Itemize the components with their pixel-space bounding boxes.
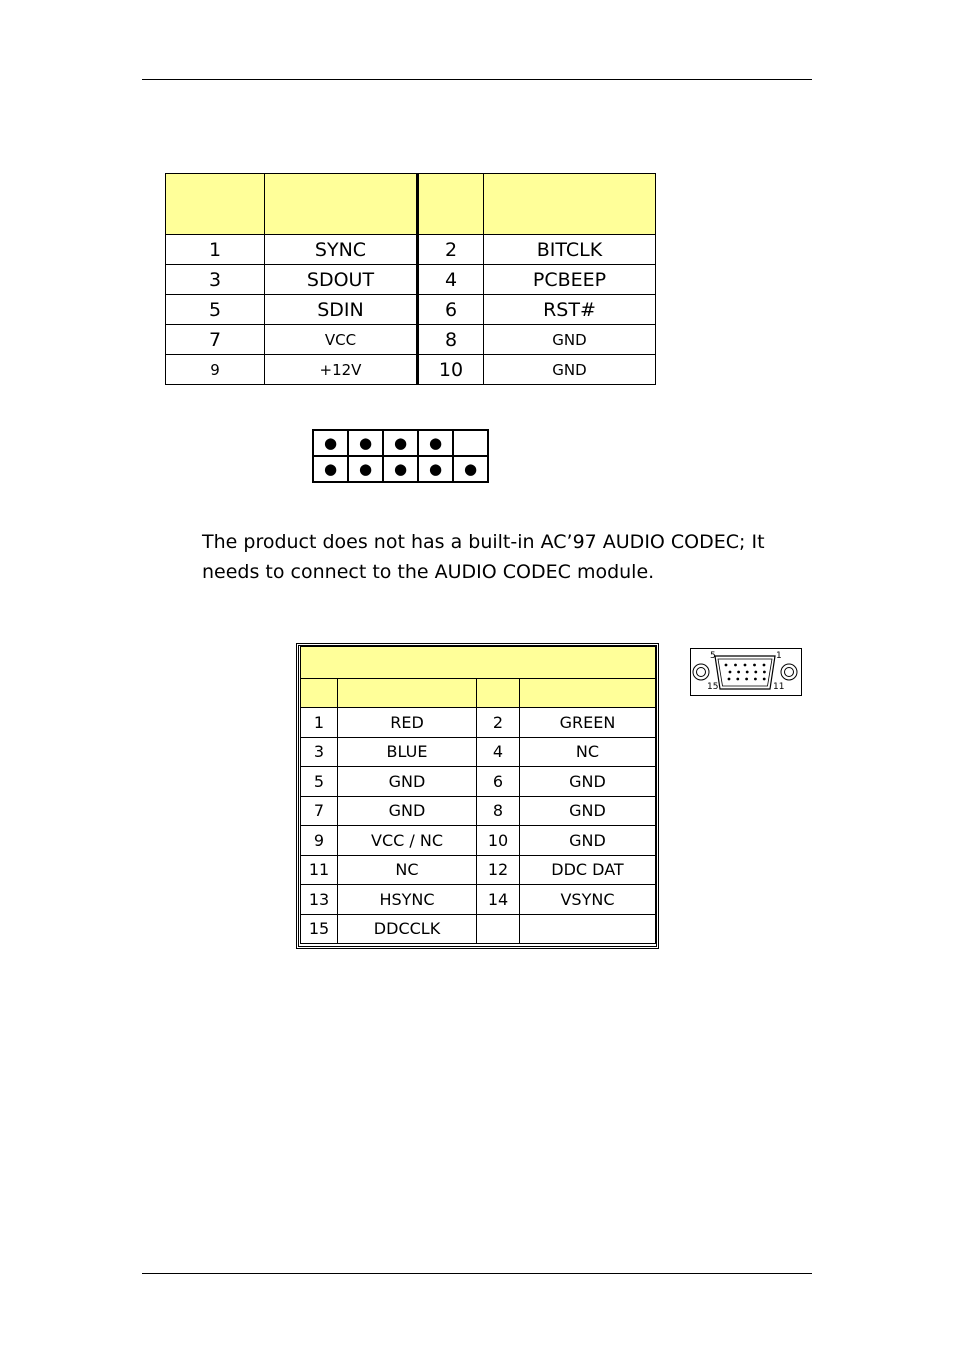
vga-pin (745, 678, 748, 681)
pin-label-1: 1 (776, 651, 782, 661)
header-cell (484, 174, 656, 235)
pin-number: 7 (301, 796, 338, 826)
pin-number: 8 (418, 325, 484, 355)
vga-pin (734, 664, 737, 667)
audio-codec-note: The product does not has a built-in AC’97 AUDIO CODEC; It needs to connect to the AUDIO CODEC module. (202, 531, 765, 583)
pin-number: 6 (418, 295, 484, 325)
pin-dot: ● (418, 456, 453, 482)
signal-name: PCBEEP (484, 265, 656, 295)
audio-pin-table (165, 173, 656, 385)
signal-name: GND (484, 355, 656, 385)
table-title-row (301, 647, 656, 679)
pin-number: 8 (477, 796, 520, 826)
pin-number: 4 (477, 737, 520, 767)
signal-name: SYNC (265, 235, 418, 265)
pin-number (477, 914, 520, 944)
table-row (301, 737, 656, 767)
pin-dot: ● (348, 430, 383, 456)
pin-number: 1 (166, 235, 265, 265)
header-cell (301, 679, 338, 708)
pin-label-5: 5 (710, 651, 716, 661)
header-cell (520, 679, 656, 708)
signal-name: BITCLK (484, 235, 656, 265)
pin-number: 4 (418, 265, 484, 295)
signal-name: NC (338, 855, 477, 885)
table-row (166, 235, 656, 265)
pin-number: 3 (301, 737, 338, 767)
vga-pin (753, 664, 756, 667)
table-row (301, 914, 656, 944)
signal-name: GND (520, 767, 656, 797)
signal-name: GND (484, 325, 656, 355)
table-row (166, 325, 656, 355)
signal-name: BLUE (338, 737, 477, 767)
pin-label-15: 15 (707, 682, 719, 692)
pin-number: 5 (301, 767, 338, 797)
signal-name: GND (338, 796, 477, 826)
vga-pin (746, 671, 749, 674)
signal-name (520, 914, 656, 944)
header-cell (166, 174, 265, 235)
signal-name: SDOUT (265, 265, 418, 295)
vga-pin (763, 678, 766, 681)
pin-dot: ● (418, 430, 453, 456)
pin-number: 2 (418, 235, 484, 265)
pin-number: 10 (418, 355, 484, 385)
vga-pin (763, 671, 766, 674)
vga-pin (725, 664, 728, 667)
vga-pin (754, 678, 757, 681)
pin-row (313, 456, 488, 482)
signal-name: RED (338, 708, 477, 738)
pin-layout-diagram (312, 429, 489, 483)
signal-name: GREEN (520, 708, 656, 738)
table-row (301, 855, 656, 885)
footer-rule (142, 1273, 812, 1274)
table-row (301, 885, 656, 915)
pin-dot: ● (348, 456, 383, 482)
pin-number: 2 (477, 708, 520, 738)
pin-row (313, 430, 488, 456)
table-row (166, 295, 656, 325)
pin-label-11: 11 (773, 682, 785, 692)
vga-pin (728, 678, 731, 681)
table-header-row (166, 174, 656, 235)
pin-dot: ● (383, 430, 418, 456)
signal-name: DDC DAT (520, 855, 656, 885)
pin-number: 15 (301, 914, 338, 944)
header-cell (338, 679, 477, 708)
pin-number: 9 (301, 826, 338, 856)
signal-name: GND (520, 826, 656, 856)
signal-name: GND (520, 796, 656, 826)
table-header-row (301, 679, 656, 708)
pin-dot: ● (313, 430, 348, 456)
pin-number: 6 (477, 767, 520, 797)
pin-number: 12 (477, 855, 520, 885)
table-row (166, 265, 656, 295)
pin-number: 11 (301, 855, 338, 885)
signal-name: +12V (265, 355, 418, 385)
vga-pin (763, 664, 766, 667)
vga-pin (737, 671, 740, 674)
pin-number: 14 (477, 885, 520, 915)
vga-pin (754, 671, 757, 674)
vga-pin (744, 664, 747, 667)
signal-name: VCC (265, 325, 418, 355)
vga-pin (736, 678, 739, 681)
vga-pin-table (300, 646, 656, 944)
table-row (301, 796, 656, 826)
table-row (301, 826, 656, 856)
pin-number: 13 (301, 885, 338, 915)
signal-name: RST# (484, 295, 656, 325)
pin-number: 10 (477, 826, 520, 856)
vga-pin (729, 671, 732, 674)
signal-name: VCC / NC (338, 826, 477, 856)
signal-name: SDIN (265, 295, 418, 325)
pin-number: 5 (166, 295, 265, 325)
signal-name: NC (520, 737, 656, 767)
signal-name: GND (338, 767, 477, 797)
pin-dot: ● (383, 456, 418, 482)
header-cell (265, 174, 418, 235)
pin-dot: ● (313, 456, 348, 482)
table-row (301, 767, 656, 797)
signal-name: VSYNC (520, 885, 656, 915)
pin-number: 7 (166, 325, 265, 355)
header-cell (418, 174, 484, 235)
header-rule (142, 79, 812, 80)
header-cell (477, 679, 520, 708)
title-cell (301, 647, 656, 679)
table-row (301, 708, 656, 738)
pin-number: 9 (166, 355, 265, 385)
vga-connector-icon (690, 648, 802, 696)
pin-number: 1 (301, 708, 338, 738)
pin-number: 3 (166, 265, 265, 295)
pin-dot: ● (453, 456, 488, 482)
signal-name: DDCCLK (338, 914, 477, 944)
table-row (166, 355, 656, 385)
signal-name: HSYNC (338, 885, 477, 915)
pin-empty (453, 430, 488, 456)
